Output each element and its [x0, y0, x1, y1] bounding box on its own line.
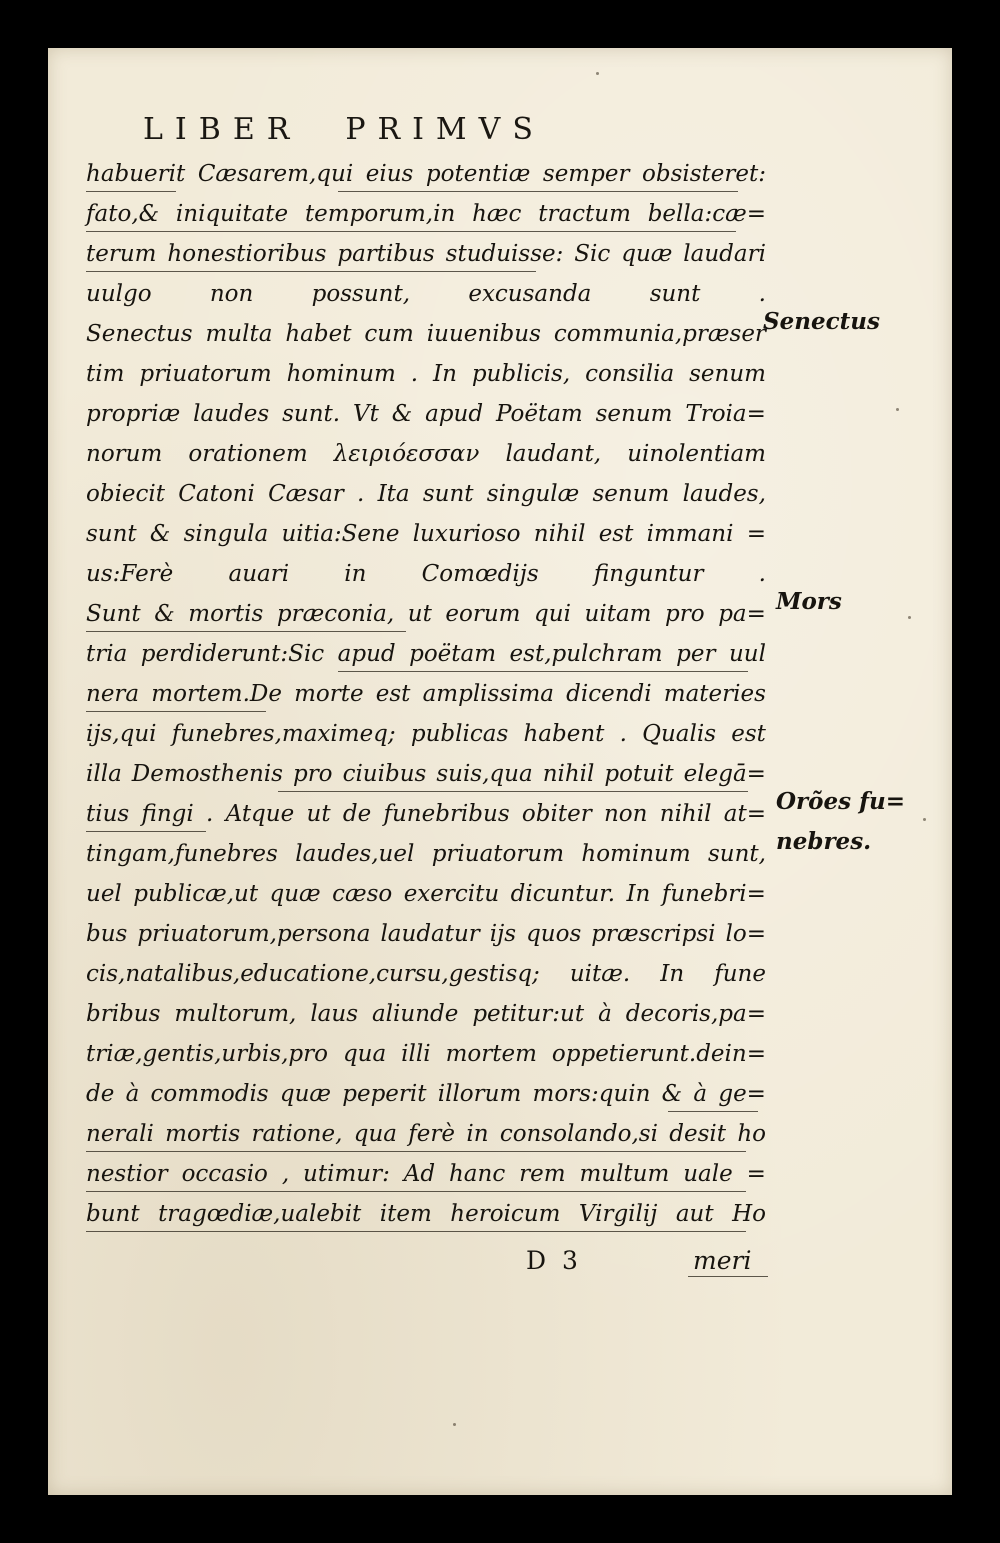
- text-line: [86, 874, 766, 914]
- word: commodis: [150, 1081, 269, 1107]
- word: ratione,: [251, 1121, 343, 1147]
- word: de: [86, 1081, 115, 1107]
- text-line: [86, 714, 766, 754]
- underline-mark: [86, 831, 206, 832]
- word: per: [676, 641, 716, 667]
- text-line: [86, 1114, 766, 1154]
- word: quæ: [621, 241, 673, 267]
- word: Senectus: [86, 321, 193, 347]
- word: occasio: [181, 1161, 268, 1187]
- word: rem: [519, 1161, 566, 1187]
- underline-mark: [86, 1231, 746, 1232]
- text-line: [86, 1074, 766, 1114]
- word: cum: [364, 321, 414, 347]
- body-text: [86, 154, 766, 1234]
- word: sunt.: [282, 401, 341, 427]
- word: multum: [579, 1161, 670, 1187]
- word: poëtam: [409, 641, 497, 667]
- word: studuisse:: [445, 241, 564, 267]
- word: priuatorum: [139, 361, 272, 387]
- word: præscripsi: [591, 921, 716, 947]
- underline-mark: [86, 1191, 746, 1192]
- word: singula: [183, 521, 269, 547]
- word: nerali: [86, 1121, 154, 1147]
- word: utimur:: [303, 1161, 390, 1187]
- text-line: [86, 954, 766, 994]
- word: ijs,qui: [86, 721, 157, 747]
- word: pa=: [718, 601, 766, 627]
- word: obiter: [521, 801, 592, 827]
- header-word-primvs: PRIMVS: [345, 112, 545, 147]
- header-word-liber: LIBER: [143, 112, 302, 147]
- word: obiecit: [86, 481, 166, 507]
- word: dicendi: [566, 681, 652, 707]
- word: à: [125, 1081, 140, 1107]
- word: ut: [407, 601, 432, 627]
- word: ferè: [408, 1121, 456, 1147]
- paper-speck: [896, 408, 899, 411]
- word: =: [746, 1161, 766, 1187]
- word: mortem: [445, 1041, 537, 1067]
- word: Ho: [732, 1201, 766, 1227]
- text-line: [86, 674, 766, 714]
- word: publicis,: [471, 361, 571, 387]
- underline-mark: [86, 711, 266, 712]
- word: funebribus: [383, 801, 510, 827]
- word: qua: [353, 1121, 397, 1147]
- word: est: [375, 681, 411, 707]
- word: .: [206, 801, 214, 827]
- word: mortis: [165, 1121, 241, 1147]
- word: sunt: [422, 481, 474, 507]
- book-page: [48, 48, 952, 1495]
- word: senum: [595, 401, 673, 427]
- word: norum: [86, 441, 163, 467]
- paper-speck: [908, 616, 911, 619]
- word: qua: [342, 1041, 387, 1067]
- word: oppetierunt.dein=: [551, 1041, 766, 1067]
- word: obsisteret:: [642, 161, 766, 187]
- word: amplissima: [422, 681, 555, 707]
- word: bunt: [86, 1201, 140, 1227]
- text-line: [86, 834, 766, 874]
- word: ut: [306, 801, 331, 827]
- underline-mark: [86, 231, 736, 232]
- paper-speck: [453, 1423, 456, 1426]
- word: habuerit: [86, 161, 186, 187]
- word: Poëtam: [495, 401, 583, 427]
- word: quæ: [269, 881, 321, 907]
- text-line: [86, 754, 766, 794]
- word: bribus: [86, 1001, 161, 1027]
- word: mortis: [188, 601, 264, 627]
- word: =: [746, 521, 766, 547]
- word: bus: [86, 921, 128, 947]
- word: Catoni: [178, 481, 255, 507]
- word: aliunde: [371, 1001, 459, 1027]
- word: uel: [86, 881, 122, 907]
- word: desit: [669, 1121, 727, 1147]
- word: Cæsarem,qui: [197, 161, 354, 187]
- word: triæ,gentis,urbis,pro: [86, 1041, 328, 1067]
- text-line: uulgo non possunt, excusanda sunt .: [86, 281, 766, 307]
- word: heroicum: [450, 1201, 561, 1227]
- word: petitur:ut: [472, 1001, 585, 1027]
- word: præconia,: [276, 601, 395, 627]
- text-line: [86, 354, 766, 394]
- word: est,pulchram: [509, 641, 663, 667]
- text-line: [86, 514, 766, 554]
- word: tim: [86, 361, 125, 387]
- word: Vt: [352, 401, 379, 427]
- word: orationem: [188, 441, 308, 467]
- word: hominum: [581, 841, 691, 867]
- paper-speck: [923, 818, 926, 821]
- word: uul: [728, 641, 766, 667]
- word: illorum: [437, 1081, 522, 1107]
- word: nestior: [86, 1161, 168, 1187]
- word: multa: [205, 321, 273, 347]
- text-line: [86, 1154, 766, 1194]
- word: uale: [683, 1161, 733, 1187]
- word: uitæ.: [569, 961, 631, 987]
- word: tractum: [538, 201, 631, 227]
- word: laudari: [683, 241, 766, 267]
- word: ciuibus: [342, 761, 427, 787]
- text-line: [86, 994, 766, 1034]
- word: item: [379, 1201, 432, 1227]
- word: &: [391, 401, 413, 427]
- underline-mark: [668, 1111, 758, 1112]
- word: laudant,: [505, 441, 602, 467]
- word: nihil: [542, 761, 595, 787]
- word: hæc: [472, 201, 522, 227]
- word: hominum: [286, 361, 396, 387]
- word: laudes,: [682, 481, 766, 507]
- word: eorum: [445, 601, 521, 627]
- word: Qualis: [642, 721, 717, 747]
- word: decoris,pa=: [625, 1001, 766, 1027]
- word: immani: [646, 521, 734, 547]
- text-line: [86, 314, 766, 354]
- underline-mark: [278, 791, 748, 792]
- word: tingam,funebres: [86, 841, 278, 867]
- word: materies: [663, 681, 766, 707]
- word: Atque: [225, 801, 295, 827]
- text-line: [86, 434, 766, 474]
- word: elegā=: [683, 761, 766, 787]
- word: .: [357, 481, 365, 507]
- text-line: [86, 394, 766, 434]
- word: eius: [365, 161, 414, 187]
- word: ,: [281, 1161, 290, 1187]
- margin-note-oroes-funebres-2: nebres.: [776, 828, 872, 855]
- word: &: [154, 601, 175, 627]
- word: illa: [86, 761, 122, 787]
- margin-note-senectus: Senectus: [763, 308, 880, 335]
- word: hanc: [448, 1161, 506, 1187]
- underline-mark: [86, 631, 406, 632]
- word: Sunt: [86, 601, 141, 627]
- underline-mark: [86, 271, 536, 272]
- text-line: [86, 1194, 766, 1234]
- word: &: [149, 521, 171, 547]
- catchword: meri: [693, 1246, 752, 1275]
- word: terum: [86, 241, 157, 267]
- word: qui: [534, 601, 571, 627]
- word: est: [731, 721, 766, 747]
- text-line: [86, 914, 766, 954]
- underline-mark: [688, 1276, 768, 1277]
- word: communia,præser: [553, 321, 766, 347]
- word: perdiderunt:Sic: [140, 641, 325, 667]
- word: quæ: [279, 1081, 331, 1107]
- word: consolando,si: [499, 1121, 658, 1147]
- word: de: [342, 801, 372, 827]
- word: potuit: [604, 761, 674, 787]
- word: λειριόεσσαν: [333, 441, 480, 467]
- word: singulæ: [486, 481, 580, 507]
- word: exercitu: [403, 881, 500, 907]
- word: senum: [592, 481, 670, 507]
- underline-mark: [338, 191, 738, 192]
- word: ho: [737, 1121, 766, 1147]
- text-line: us:Ferè auari in Comœdijs finguntur .: [86, 561, 766, 587]
- word: In: [660, 961, 685, 987]
- word: fingi: [141, 801, 194, 827]
- word: at=: [723, 801, 766, 827]
- word: sunt,: [708, 841, 766, 867]
- word: pro: [665, 601, 705, 627]
- word: multorum,: [174, 1001, 297, 1027]
- word: laudes,uel: [295, 841, 415, 867]
- word: Cæsar: [268, 481, 344, 507]
- word: &: [661, 1081, 683, 1107]
- word: mors:quin: [532, 1081, 651, 1107]
- word: quos: [526, 921, 582, 947]
- text-line: [86, 194, 766, 234]
- word: apud: [337, 641, 396, 667]
- margin-note-mors: Mors: [776, 588, 842, 615]
- running-header: [143, 112, 763, 147]
- word: publicas: [410, 721, 509, 747]
- word: priuatorum: [431, 841, 565, 867]
- word: semper: [542, 161, 630, 187]
- word: nihil: [533, 521, 586, 547]
- word: luxurioso: [412, 521, 521, 547]
- word: propriæ: [86, 401, 181, 427]
- word: illi: [401, 1041, 431, 1067]
- word: ge=: [718, 1081, 766, 1107]
- text-line: [86, 634, 766, 674]
- word: sunt: [86, 521, 137, 547]
- word: est: [598, 521, 634, 547]
- underline-mark: [86, 191, 176, 192]
- word: nihil: [659, 801, 712, 827]
- word: Ad: [403, 1161, 436, 1187]
- margin-note-oroes-funebres-1: Orões fu=: [776, 788, 905, 815]
- text-line: [86, 594, 766, 634]
- word: Demosthenis: [131, 761, 283, 787]
- word: nera: [86, 681, 140, 707]
- word: In: [433, 361, 457, 387]
- word: uitam: [584, 601, 652, 627]
- word: tius: [86, 801, 130, 827]
- word: in: [466, 1121, 489, 1147]
- word: peperit: [342, 1081, 427, 1107]
- word: potentiæ: [425, 161, 531, 187]
- word: lo=: [725, 921, 766, 947]
- signature-mark: D 3: [526, 1246, 582, 1275]
- word: tragœdiæ,ualebit: [158, 1201, 362, 1227]
- word: honestioribus: [167, 241, 327, 267]
- paper-speck: [596, 72, 599, 75]
- word: uitia:Sene: [281, 521, 400, 547]
- word: fune: [714, 961, 766, 987]
- word: bella:cæ=: [647, 201, 766, 227]
- word: iniquitate: [175, 201, 289, 227]
- word: dicuntur.: [510, 881, 616, 907]
- word: ijs: [489, 921, 517, 947]
- word: suis,qua: [436, 761, 533, 787]
- word: tria: [86, 641, 128, 667]
- word: cæso: [332, 881, 393, 907]
- word: laus: [310, 1001, 359, 1027]
- text-line: [86, 474, 766, 514]
- word: Troia=: [685, 401, 766, 427]
- word: aut: [675, 1201, 714, 1227]
- word: publicæ,ut: [133, 881, 259, 907]
- word: cis,natalibus,educatione,cursu,gestisq;: [86, 961, 540, 987]
- word: temporum,in: [304, 201, 456, 227]
- word: non: [603, 801, 648, 827]
- text-line: [86, 794, 766, 834]
- word: consilia: [585, 361, 675, 387]
- word: funebres,maximeq;: [171, 721, 396, 747]
- word: funebri=: [661, 881, 766, 907]
- word: apud: [425, 401, 484, 427]
- word: priuatorum,persona: [137, 921, 371, 947]
- word: senum: [689, 361, 766, 387]
- word: .: [410, 361, 419, 387]
- word: partibus: [337, 241, 435, 267]
- text-line: [86, 1034, 766, 1074]
- text-line: [86, 154, 766, 194]
- word: Virgilij: [578, 1201, 658, 1227]
- word: laudatur: [380, 921, 480, 947]
- word: pro: [292, 761, 333, 787]
- word: morte: [294, 681, 364, 707]
- word: iuuenibus: [426, 321, 541, 347]
- word: fato,&: [86, 201, 160, 227]
- word: à: [598, 1001, 612, 1027]
- word: .: [619, 721, 627, 747]
- word: Sic: [574, 241, 611, 267]
- underline-mark: [86, 1151, 746, 1152]
- word: habet: [285, 321, 352, 347]
- word: laudes: [193, 401, 270, 427]
- word: In: [626, 881, 651, 907]
- underline-mark: [338, 671, 748, 672]
- text-line: [86, 234, 766, 274]
- word: Ita: [377, 481, 410, 507]
- word: mortem.De: [151, 681, 282, 707]
- word: habent: [523, 721, 605, 747]
- word: uinolentiam: [627, 441, 766, 467]
- word: à: [693, 1081, 708, 1107]
